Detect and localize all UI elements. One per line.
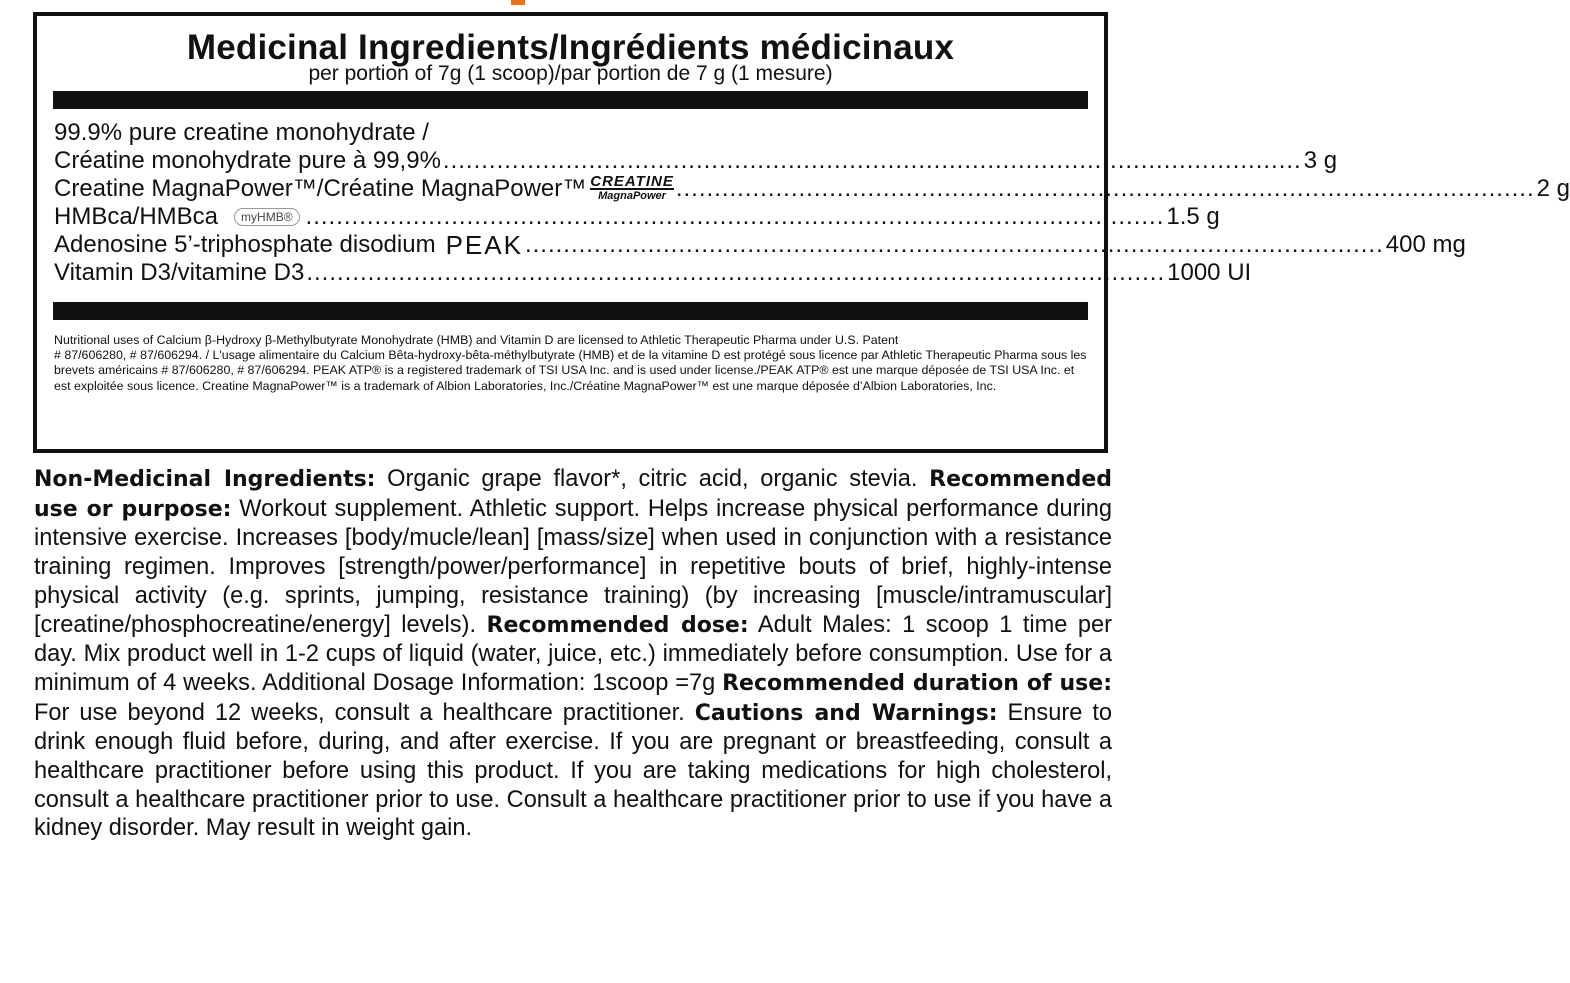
heading-recommended-dose: Recommended dose: [486,612,749,638]
ingredient-list [54,119,1570,287]
top-divider-bar [53,91,1088,109]
ingredient-name [54,231,523,259]
fine-print-paragraph: # 87/606280, # 87/606294. / L'usage alimentaire du Calcium Bêta-hydroxy-bêta-méthylbutyrate (HMB) et de la vitamine D est protégé sous licence par Athletic Therapeutic Pharma sous les brevets américains # 87/606280, # 87/606294. PEAK ATP® is a registered trademark of TSI USA Inc. and is used under license./PEAK ATP® est une marque déposée de TSI USA Inc. et est exploitée sous licence. Creatine MagnaPower™ is a trademark of Albion Laboratories, Inc./Créatine MagnaPower™ est une marque déposée d’Albion Laboratories, Inc. [54,348,1087,393]
dot-leader: ................................................................................................................ [305,203,1165,230]
panel-title: Medicinal Ingredients/Ingrédients médicinaux [186,28,955,67]
dot-leader: ................................................................................................................ [524,231,1384,258]
text-cautions: Ensure to drink enough fluid before, during, and after exercise. If you are pregnant or breastfeeding, consult a healthcare practitioner before using this product. If you are taking medications for high cholesterol, consult a healthcare practitioner prior to use. Consult a healthcare practitioner prior to use if you have a kidney disorder. May result in weight gain. [34,699,1113,842]
text-duration-of-use: For use beyond 12 weeks, consult a healthcare practitioner. [34,699,695,726]
ingredient-name [54,175,674,203]
text-non-medicinal: Organic grape flavor*, citric acid, organic stevia. [375,466,930,492]
ingredient-row-creatine [54,147,1338,175]
ingredient-amount: 2 g [1536,175,1570,202]
ingredient-name: 99.9% pure creatine monohydrate / [54,119,429,146]
ingredient-row-hmbca [54,203,1220,231]
ingredient-name-text: Adenosine 5’-triphosphate disodium [54,231,436,258]
peak-logo: PEAK [445,230,523,260]
logo-text-bottom: MagnaPower [598,190,666,202]
panel-subtitle: per portion of 7g (1 scoop)/par portion de 7 g (1 mesure) [308,62,833,85]
ingredient-amount: 1.5 g [1166,203,1220,230]
myhmb-logo: myHMB® [234,208,300,226]
label-details-text [34,465,1112,843]
licensing-fine-print [54,333,1090,394]
orange-accent-mark [511,0,525,5]
medicinal-ingredients-panel [33,12,1570,453]
heading-duration-of-use: Recommended duration of use: [722,670,1112,696]
logo-text-top: CREATINE [590,173,674,190]
ingredient-row-magnapower [54,173,1570,203]
heading-non-medicinal: Non-Medicinal Ingredients: [34,467,376,492]
ingredient-name-text: HMBca/HMBca [54,203,219,230]
ingredient-amount: 3 g [1303,147,1338,174]
ingredient-name: Vitamin D3/vitamine D3 [54,259,305,286]
ingredient-name: Créatine monohydrate pure à 99,9% [54,147,441,174]
fine-print-paragraph: Nutritional uses of Calcium β-Hydroxy β-Methylbutyrate Monohydrate (HMB) and Vitamin D are licensed to Athletic Therapeutic Pharma under U.S. Patent [54,333,899,347]
dot-leader: ................................................................................................................ [675,175,1535,202]
ingredient-amount: 1000 UI [1167,259,1252,286]
text-recommended-dose: Adult Males: 1 scoop 1 time per day. Mix product well in 1-2 cups of liquid (water, juice, etc.) immediately before consumption. Use for a minimum of 4 weeks. Additional Dosage Information: 1scoop =7g [34,611,1113,696]
ingredient-row-atp [54,230,1466,260]
ingredient-row-creatine-line1 [54,119,1086,147]
ingredient-row-vitamin-d3 [54,259,1252,287]
ingredient-name [54,203,304,231]
text-recommended-use: Workout supplement. Athletic support. Helps increase physical performance during intensive exercise. Increases [body/mucle/lean] [mass/size] when used in conjunction with a resistance training regimen. Improves [strength/power/performance] in repetitive bouts of brief, highly-intense physical activity (e.g. sprints, jumping, resistance training) (by increasing [muscle/intramuscular] [creatine/phosphocreatine/energy] levels). [34,495,1112,638]
heading-cautions: Cautions and Warnings: [694,700,998,726]
creatine-magnapower-logo [590,175,674,203]
ingredient-name-text: Creatine MagnaPower™/Créatine MagnaPower™ [54,175,587,202]
dot-leader: ................................................................................................................ [306,259,1166,286]
heading-recommended-use: Recommended use or purpose: [34,467,1113,522]
dot-leader: ................................................................................................................ [442,147,1302,174]
ingredient-amount: 400 mg [1385,231,1466,258]
bottom-divider-bar [53,302,1088,320]
